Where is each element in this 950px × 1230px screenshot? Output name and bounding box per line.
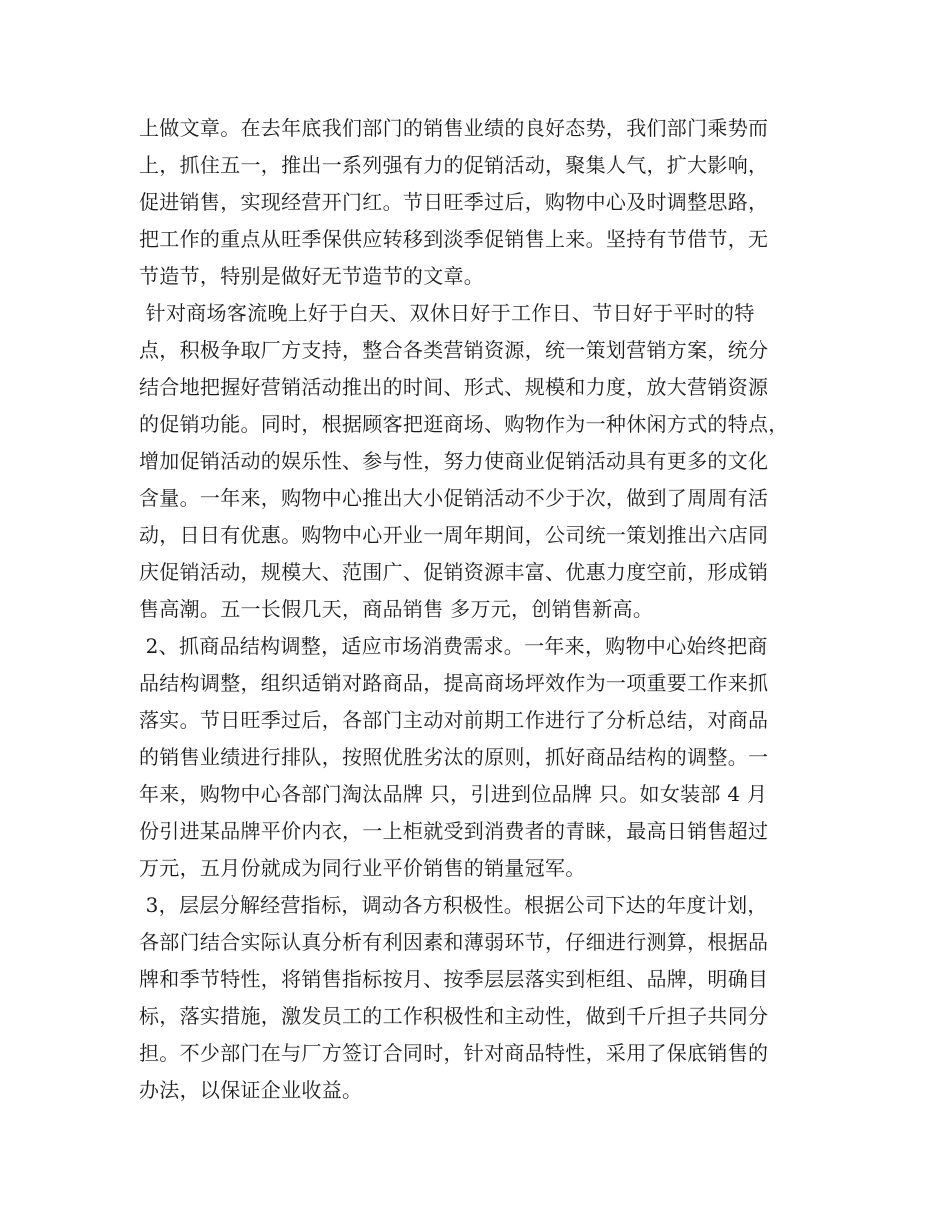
- text-line: 2、抓商品结构调整，适应市场消费需求。一年来，购物中心始终把商: [139, 634, 768, 658]
- text-line: 动，日日有优惠。购物中心开业一周年期间，公司统一策划推出六店同: [139, 523, 769, 547]
- text-line: 品结构调整，组织适销对路商品，提高商场坪效作为一项重要工作来抓: [139, 671, 769, 695]
- text-line: 庆促销活动，规模大、范围广、促销资源丰富、优惠力度空前，形成销: [139, 560, 769, 584]
- text-line: 上，抓住五一，推出一系列强有力的促销活动，聚集人气，扩大影响，: [139, 153, 769, 177]
- text-line: 含量。一年来，购物中心推出大小促销活动不少于次，做到了周周有活: [139, 486, 769, 510]
- text-line: 节造节，特别是做好无节造节的文章。: [139, 264, 485, 288]
- text-line: 增加促销活动的娱乐性、参与性，努力使商业促销活动具有更多的文化: [139, 449, 769, 473]
- text-line: 牌和季节特性，将销售指标按月、按季层层落实到柜组、品牌，明确目: [139, 967, 769, 991]
- text-line: 各部门结合实际认真分析有利因素和薄弱环节，仔细进行测算，根据品: [139, 930, 769, 954]
- text-line: 标，落实措施，激发员工的工作积极性和主动性，做到千斤担子共同分: [139, 1004, 769, 1028]
- text-line: 售高潮。五一长假几天，商品销售 多万元，创销售新高。: [139, 597, 654, 621]
- text-line: 办法，以保证企业收益。: [139, 1078, 363, 1102]
- text-line: 促进销售，实现经营开门红。节日旺季过后，购物中心及时调整思路，: [139, 190, 769, 214]
- text-line: 把工作的重点从旺季保供应转移到淡季促销售上来。坚持有节借节，无: [139, 227, 769, 251]
- text-line: 的促销功能。同时，根据顾客把逛商场、购物作为一种休闲方式的特点，: [139, 412, 789, 436]
- text-line: 点，积极争取厂方支持，整合各类营销资源，统一策划营销方案，统分: [139, 338, 769, 362]
- text-line: 份引进某品牌平价内衣，一上柜就受到消费者的青睐，最高日销售超过: [139, 819, 769, 843]
- text-line: 上做文章。在去年底我们部门的销售业绩的良好态势，我们部门乘势而: [139, 116, 769, 140]
- document-body: [139, 110, 819, 1109]
- text-line: 年来，购物中心各部门淘汰品牌 只，引进到位品牌 只。如女装部 4 月: [139, 782, 768, 806]
- text-line: 3，层层分解经营指标，调动各方积极性。根据公司下达的年度计划，: [139, 893, 768, 917]
- text-line: 落实。节日旺季过后，各部门主动对前期工作进行了分析总结，对商品: [139, 708, 769, 732]
- text-line: 针对商场客流晚上好于白天、双休日好于工作日、节日好于平时的特: [139, 301, 755, 325]
- text-line: 担。不少部门在与厂方签订合同时，针对商品特性，采用了保底销售的: [139, 1041, 769, 1065]
- text-line: 万元，五月份就成为同行业平价销售的销量冠军。: [139, 856, 586, 880]
- text-line: 结合地把握好营销活动推出的时间、形式、规模和力度，放大营销资源: [139, 375, 769, 399]
- text-line: 的销售业绩进行排队，按照优胜劣汰的原则，抓好商品结构的调整。一: [139, 745, 769, 769]
